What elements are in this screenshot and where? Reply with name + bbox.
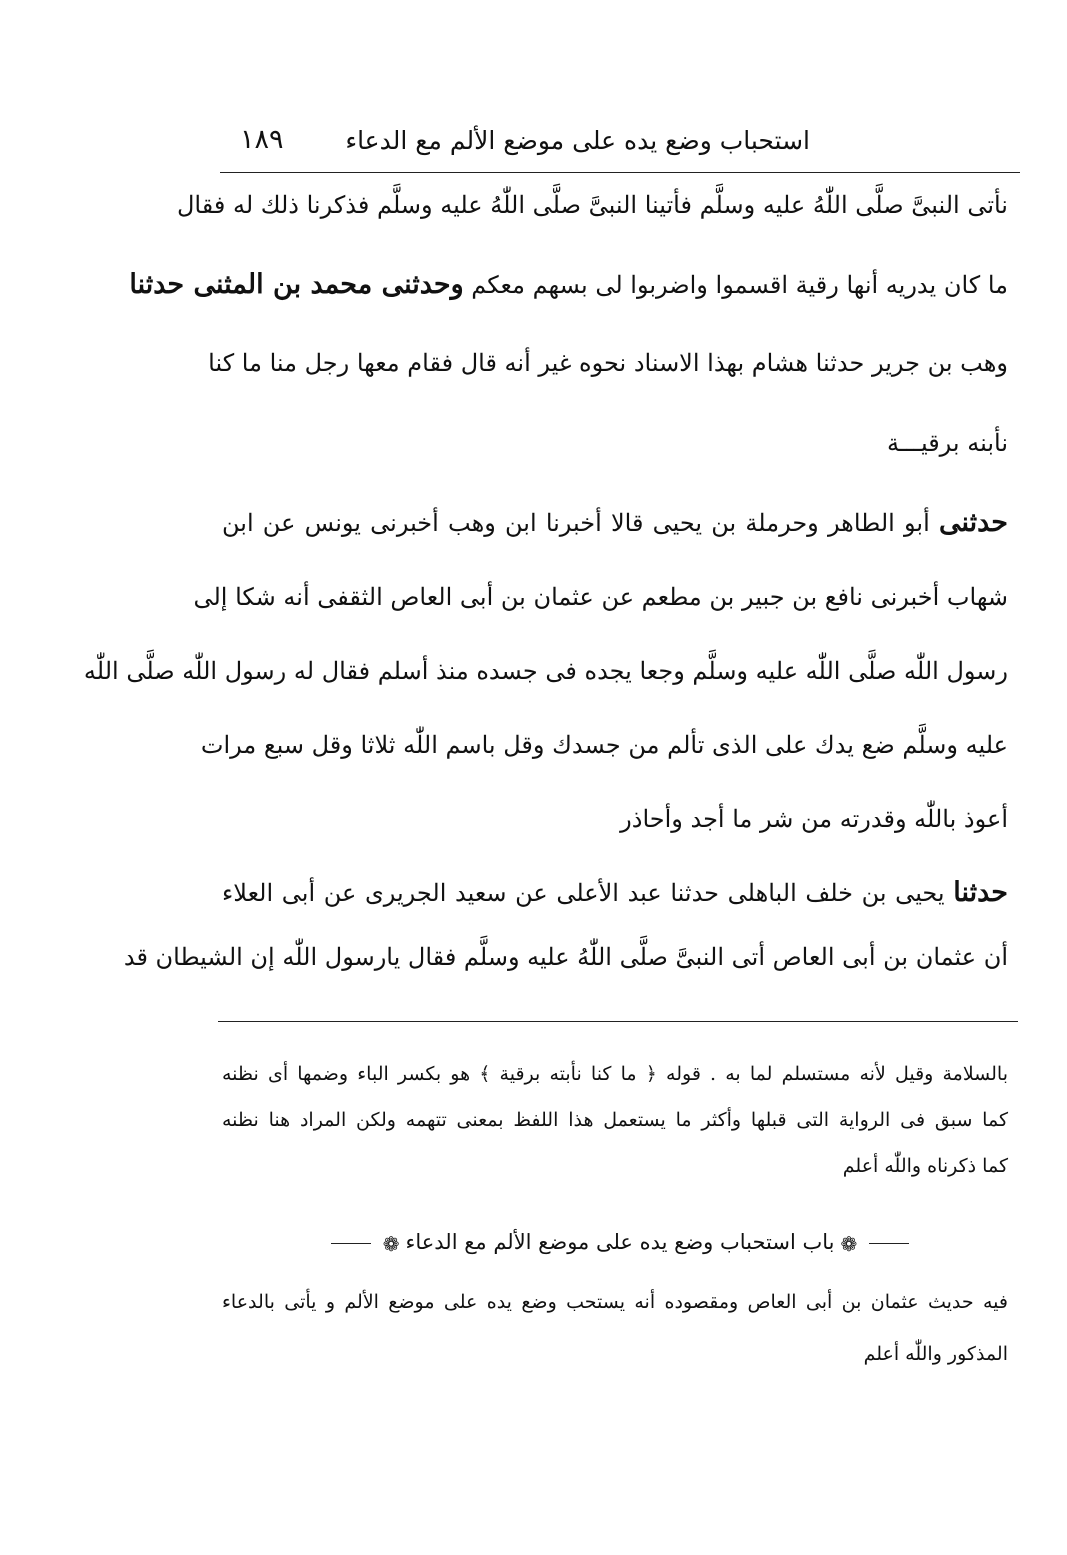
chapter-heading xyxy=(240,1222,1000,1262)
heading-dash xyxy=(331,1243,371,1244)
text-line xyxy=(222,873,1008,913)
narration-lead: وحدثنى محمد بن المثنى حدثنا xyxy=(129,269,464,300)
text-line-start: ما كان يدريه أنها رقية اقسموا واضربوا لى بسهم معكم xyxy=(471,271,1008,299)
text-line xyxy=(129,265,1008,305)
commentary-line: فيه حديث عثمان بن أبى العاص ومقصوده أنه يستحب وضع يده على موضع الألم و يأتى بالدعاء xyxy=(222,1291,1008,1313)
text-line: عليه وسلَّم ضع يدك على الذى تألم من جسدك وقل باسم اللّٰه ثلاثا وقل سبع مرات xyxy=(200,731,1008,759)
text-line: أن عثمان بن أبى العاص أتى النبىَّ صلَّى اللّٰهُ عليه وسلَّم فقال يارسول اللّٰه إن الشيطان قد xyxy=(123,943,1008,971)
commentary-line: بالسلامة وقيل لأنه مستسلم لما به . قوله ﴿ ما كنا نأبته برقية ﴾ هو بكسر الباء وضمها أى نظنه xyxy=(222,1063,1008,1085)
commentary-line: كما سبق فى الرواية التى قبلها وأكثر ما يستعمل هذا اللفظ بمعنى تتهمه ولكن المراد هنا نظنه xyxy=(222,1109,1008,1131)
text-line: وهب بن جرير حدثنا هشام بهذا الاسناد نحوه غير أنه قال فقام معها رجل منا ما كنا xyxy=(208,349,1008,377)
text-line: رسول اللّٰه صلَّى اللّٰه عليه وسلَّم وجعا يجده فى جسده منذ أسلم فقال له رسول اللّٰه صلَّى اللّٰه xyxy=(83,657,1008,685)
page-number: ١٨٩ xyxy=(240,124,284,155)
page-header xyxy=(230,118,1020,166)
commentary-line: المذكور واللّٰه أعلم xyxy=(863,1343,1008,1365)
text-line: شهاب أخبرنى نافع بن جبير بن مطعم عن عثمان بن أبى العاص الثقفى أنه شكا إلى xyxy=(193,583,1008,611)
ornament-icon: ❁ xyxy=(382,1231,400,1256)
narration-lead: حدثنى xyxy=(938,507,1008,538)
text-line: نأتى النبىَّ صلَّى اللّٰهُ عليه وسلَّم فأتينا النبىَّ صلَّى اللّٰهُ عليه وسلَّم فذكرنا ذلك له فقال xyxy=(176,191,1008,219)
running-title: استحباب وضع يده على موضع الألم مع الدعاء xyxy=(345,126,810,155)
text-line: نأبنه برقيـــة xyxy=(886,429,1008,457)
text-line: أعوذ باللّٰه وقدرته من شر ما أجد وأحاذر xyxy=(620,805,1008,833)
text-line-rest: أبو الطاهر وحرملة بن يحيى قالا أخبرنا ابن وهب أخبرنى يونس عن ابن xyxy=(222,509,930,537)
commentary-line: كما ذكرناه واللّٰه أعلم xyxy=(842,1155,1008,1177)
text-line-rest: يحيى بن خلف الباهلى حدثنا عبد الأعلى عن سعيد الجريرى عن أبى العلاء xyxy=(222,879,945,907)
text-line xyxy=(222,503,1008,543)
commentary-rule xyxy=(218,1021,1018,1022)
header-rule xyxy=(220,172,1020,173)
heading-dash xyxy=(869,1243,909,1244)
ornament-icon: ❁ xyxy=(840,1231,858,1256)
chapter-title: باب استحباب وضع يده على موضع الألم مع الدعاء xyxy=(405,1230,835,1254)
narration-lead: حدثنا xyxy=(953,877,1008,908)
